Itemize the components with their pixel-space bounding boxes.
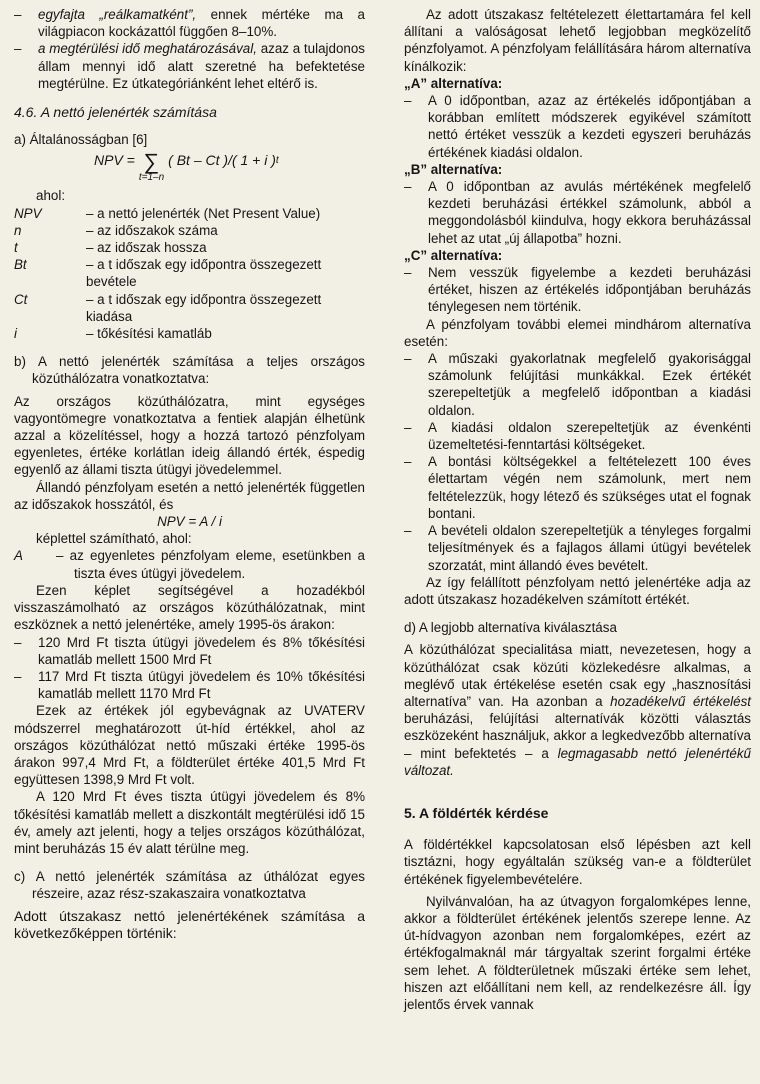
- right-bullet: – A bontási költségekkel a feltételezett 100 éves élettartam végén nem számolunk, mert nem feltételezzük, hogy létező és szükséges utat el fognak bontani.: [404, 454, 751, 521]
- alt-b-item: – A 0 időpontban az avulás mértékének megfelelő kezdeti beruházási értékkel számolunk, abból a meggondolásból kiindulva, hogy ekkora beruházással lehet az utat „új állapotba” hozni.: [404, 179, 751, 246]
- definition-list: [14, 205, 365, 343]
- def-text: – a t időszak egy időpontra összegezett kiadása: [86, 291, 322, 324]
- section-5-heading: 5. A földérték kérdése: [404, 804, 549, 821]
- sigma-symbol: ∑: [143, 149, 160, 175]
- subheading-d: d) A legjobb alternatíva kiválasztása: [404, 620, 617, 636]
- def-symbol: t: [14, 240, 18, 256]
- b-bullet: – 117 Mrd Ft tiszta útügyi jövedelem és 10% tőkésítési kamatláb mellett 1170 Mrd Ft: [14, 668, 365, 702]
- kepletben-text: képlettel számítható, ahol:: [36, 531, 192, 547]
- npv-simple-formula: NPV = A / i: [157, 514, 222, 530]
- c-paragraph: Adott útszakasz nettó jelenértékének számítása a következőképpen történik:: [14, 907, 365, 941]
- formula-exponent: t: [275, 155, 279, 167]
- def-text: – a nettó jelenérték (Net Present Value): [86, 205, 321, 221]
- intro-bullet-italic: egyfajta „reálkamatként”,: [38, 7, 197, 22]
- b-paragraph: Ezen képlet segítségével a hozadékból visszaszámolható az országos közúthálózatnak, mint eszköznek a nettó jelenértéke, amely 1995-ös árakon:: [14, 582, 365, 633]
- b-paragraph: Az országos közúthálózatra, mint egységes vagyontömegre vonatkoztatva a fentiek alapján élhetünk azzal a közelítéssel, hogy a hozzá tartozó pénzfolyam egyenletes, értéke korlátlan ideig állandó érték, éspedig egyenlő az állami tiszta útügyi jövedelemmel.: [14, 393, 365, 478]
- right-bullet: – A bevételi oldalon szerepeltetjük a tényleges forgalmi teljesítmények és a fajlagos állami útügyi bevételek szorzatát, mint állandó éves bevételt.: [404, 523, 751, 573]
- def-symbol: Bt: [14, 257, 27, 273]
- right-paragraph: A pénzfolyam további elemei mindhárom alternatíva esetén:: [404, 316, 751, 349]
- alt-a-item: – A 0 időpontban, azaz az értékelés időpontjában a korábban említett módszerek egyikével számított nettó értéket vesszük a kezdeti egyszeri beruházás értékének kiadási oldalon.: [404, 93, 751, 160]
- a-def-text: – az egyenletes pénzfolyam eleme, esetünkben a tiszta éves útügyi jövedelem.: [56, 548, 365, 581]
- subheading-a: a) Általánosságban [6]: [14, 132, 148, 148]
- def-text: – a t időszak egy időpontra összegezett bevétele: [86, 257, 322, 290]
- intro-bullet-text: azaz a tulajdonos állam mennyi idő alatt szeretné ha befektetése megtérülne. Ez útkategóriánként lehet eltérő is.: [38, 41, 365, 91]
- section-heading: 4.6. A nettó jelenérték számítása: [14, 104, 217, 121]
- right-column: [404, 6, 751, 1013]
- right-bullet: – A kiadási oldalon szerepeltetjük az évenkénti üzemeltetési-fenntartási költségeket.: [404, 419, 751, 453]
- subheading-c: c) A nettó jelenérték számítása az úthálózat egyes részeire, azaz rész-szakaszaira vonatkoztatva: [14, 869, 365, 902]
- ahol-label: ahol:: [36, 188, 66, 204]
- left-column: [14, 6, 365, 942]
- b-paragraph: Állandó pénzfolyam esetén a nettó jelenérték független az időszakok hosszától, és: [14, 479, 365, 512]
- b-paragraph: A 120 Mrd Ft éves tiszta útügyi jövedelem és 8% tőkésítési kamatláb mellett a diszkontált megtérülési idő 15 év, amely azt jelenti, hogy a teljes országos közúthálózat, mint beruházás 15 év alatt térülne meg.: [14, 789, 365, 856]
- b-paragraph: Ezek az értékek jól egybevágnak az UVATERV módszerrel meghatározott út-híd értékkel, ahol az országos közúthálózat nettó műszaki értéke 1995-ös árakon 997,4 Mrd Ft, a földterület értéke 401,5 Mrd Ft együttesen 1398,9 Mrd Ft volt.: [14, 703, 365, 788]
- b-bullet: – 120 Mrd Ft tiszta útügyi jövedelem és 8% tőkésítési kamatláb mellett 1500 Mrd Ft: [14, 634, 365, 667]
- intro-bullet-italic: a megtérülési idő meghatározásával,: [38, 41, 257, 57]
- intro-bullet: – egyfajta „reálkamatként”, ennek mértéke ma a világpiacon kockázattól függően 8–10%.: [14, 7, 365, 40]
- right-paragraph: Az adott útszakasz feltételezett élettartamára fel kell állítani a valóságosat lehető legjobban megközelítő pénzfolyamot. A pénzfolyam felállítására három alternatíva kínálkozik:: [404, 7, 751, 74]
- sigma-sum: [138, 149, 165, 184]
- sec5-paragraph: Nyilvánvalóan, ha az útvagyon forgalomképes lenne, akkor a földterület értékének jelentős szerepe lenne. Az út-hídvagyon azonban nem forgalomképes, ezért az értékfogalmaknál már tárgyaltak szerint forgalmi értéke sem lehet. A földterületnek műszaki értéke sem lehet, hiszen azt előállítani nem kell, az rendelkezésre áll. Így jelentős érvek vannak: [404, 893, 751, 1012]
- def-text: – tőkésítési kamatláb: [86, 326, 212, 342]
- sec5-paragraph: A földértékkel kapcsolatosan első lépésben azt kell tisztázni, hogy egyáltalán szükség van-e a földterület értékének figyelembevételére.: [404, 837, 751, 887]
- def-symbol: NPV: [14, 205, 42, 221]
- def-text: – az időszak hossza: [86, 240, 207, 256]
- def-symbol: Ct: [14, 291, 28, 307]
- right-bullet: – A műszaki gyakorlatnak megfelelő gyakorisággal számolunk felújítási munkákkal. Ezek értékét szerepeltetjük a megfelelő időpontban a kiadási oldalon.: [404, 351, 751, 418]
- alt-c-title: „C” alternatíva:: [404, 247, 503, 263]
- formula-lhs: NPV =: [94, 152, 135, 169]
- intro-bullet-text: ennek mértéke ma a világpiacon kockázattól függően 8–10%.: [38, 7, 365, 40]
- sum-limit: t=1–n: [138, 172, 165, 184]
- def-text: – az időszakok száma: [86, 222, 218, 238]
- alt-b-title: „B” alternatíva:: [404, 161, 503, 177]
- alt-c-item: – Nem vesszük figyelembe a kezdeti beruházási értéket, hiszen az értékelés időpontjában beruházás ténylegesen nem történik.: [404, 265, 751, 315]
- intro-bullet: – a megtérülési idő meghatározásával, azaz a tulajdonos állam mennyi idő alatt szeretné ha befektetése megtérülne. Ez útkategóriánként lehet eltérő is.: [14, 41, 365, 91]
- npv-formula: [14, 149, 365, 184]
- def-symbol: i: [14, 326, 17, 342]
- subheading-b: b) A nettó jelenérték számítása a teljes országos közúthálózatra vonatkoztatva:: [14, 354, 365, 387]
- d-italic: legmagasabb nettó jelenértékű változat.: [404, 745, 751, 778]
- d-paragraph: A közúthálózat specialitása miatt, nevezetesen, hogy a közúthálózat csak közúti közlekedésre alkalmas, a meglévő utak értékelése esetén csak egy „hasznosítási alternatíva” van. Ha azonban a hozadékelvű értékelést beruházási, felújítási alternatívák közötti választás eszközeként használjuk, akkor a legkedvezőbb alternatíva – mint befektetés – a legmagasabb nettó jelenértékű változat.: [404, 642, 752, 778]
- formula-rhs: ( Bt – Ct )/( 1 + i ): [168, 152, 276, 169]
- d-italic: hozadékelvű értékelést: [610, 693, 752, 709]
- def-symbol: n: [14, 222, 22, 238]
- alt-a-title: „A” alternatíva:: [404, 75, 503, 91]
- right-paragraph: Az így felállított pénzfolyam nettó jelenértéke adja az adott útszakasz hozadékelven számított értékét.: [404, 574, 751, 607]
- a-def-symbol: A: [14, 548, 23, 564]
- a-definition: [14, 547, 365, 581]
